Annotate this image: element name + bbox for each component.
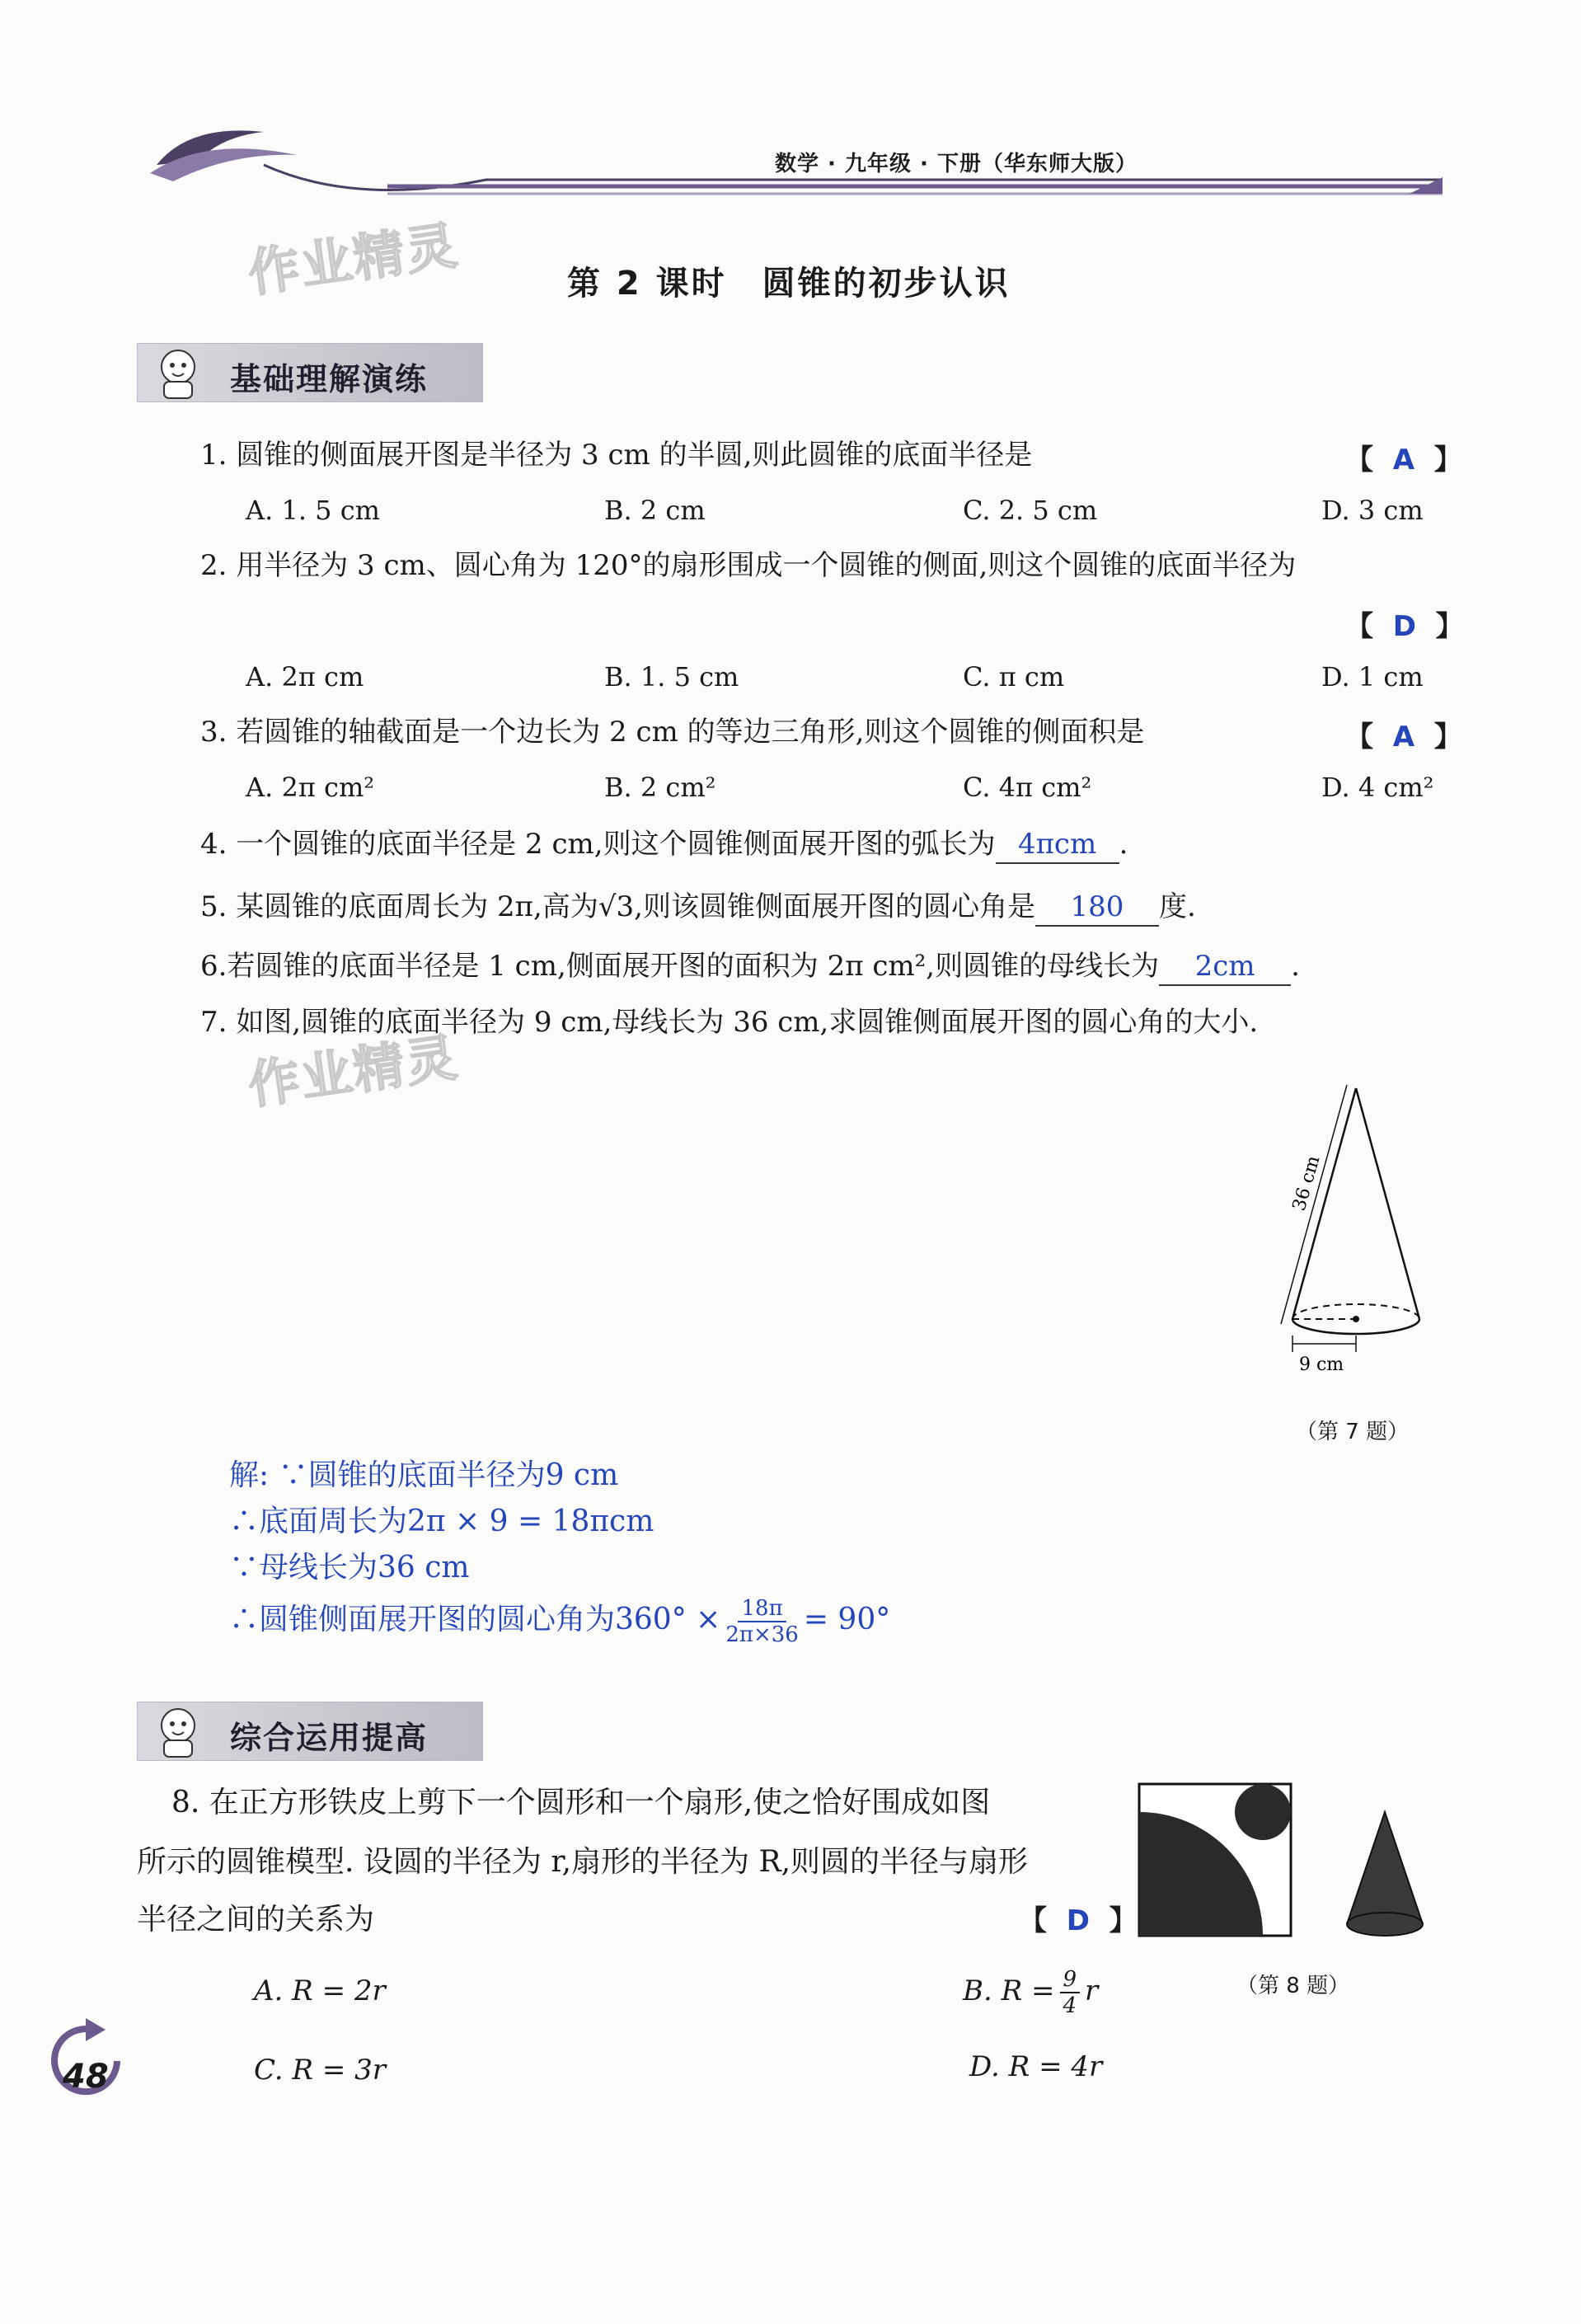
question-4 <box>200 826 1128 864</box>
section-banner-advanced <box>137 1702 483 1761</box>
question-4-text: 4. 一个圆锥的底面半径是 2 cm,则这个圆锥侧面展开图的弧长为 <box>200 828 996 861</box>
cone-figure-q7 <box>1261 1072 1451 1401</box>
question-3-option-d: D. 4 cm² <box>1321 772 1434 803</box>
question-5-text: 5. 某圆锥的底面周长为 2π,高为√3,则该圆锥侧面展开图的圆心角是 <box>200 890 1035 923</box>
question-6-answer: 2cm <box>1159 948 1291 986</box>
question-2-option-b: B. 1. 5 cm <box>604 661 739 693</box>
question-5-end: 度. <box>1158 890 1196 923</box>
question-8-option-c: C. R = 3r <box>254 2054 387 2087</box>
option-b-variable: r <box>1085 1974 1099 2007</box>
watermark: 作业精灵 <box>244 1026 462 1116</box>
question-1-option-b: B. 2 cm <box>604 495 706 526</box>
question-2-answer: D <box>1392 610 1416 643</box>
solution-line-1: 解: ∵圆锥的底面半径为9 cm <box>229 1458 619 1492</box>
question-1-option-a: A. 1. 5 cm <box>246 495 380 526</box>
question-2-option-a: A. 2π cm <box>246 661 364 693</box>
question-4-answer: 4πcm <box>996 826 1119 864</box>
question-8-line-3: 半径之间的关系为 <box>137 1903 375 1937</box>
question-8-line-2: 所示的圆锥模型. 设圆的半径为 r,扇形的半径为 R,则圆的半径与扇形 <box>137 1845 1029 1879</box>
section-banner-basic <box>137 343 483 402</box>
question-7-text: 7. 如图,圆锥的底面半径为 9 cm,母线长为 36 cm,求圆锥侧面展开图的圆心角的大小. <box>200 1006 1259 1039</box>
question-6-end: . <box>1291 950 1300 983</box>
question-1-text: 1. 圆锥的侧面展开图是半径为 3 cm 的半圆,则此圆锥的底面半径是 <box>200 439 1033 472</box>
question-5 <box>200 889 1196 927</box>
question-2-text: 2. 用半径为 3 cm、圆心角为 120°的扇形围成一个圆锥的侧面,则这个圆锥的底面半径为 <box>200 549 1297 582</box>
option-b-fraction <box>1060 1967 1081 2018</box>
question-3-option-c: C. 4π cm² <box>963 772 1092 803</box>
question-8-answer-bracket: 【 D 】 <box>1019 1904 1138 1937</box>
question-8-option-a: A. R = 2r <box>254 1974 386 2007</box>
question-8-answer: D <box>1066 1904 1090 1937</box>
question-2-option-c: C. π cm <box>963 661 1065 693</box>
watermark: 作业精灵 <box>244 214 462 304</box>
solution-line-4-result: = 90° <box>803 1603 891 1636</box>
question-6 <box>200 948 1300 986</box>
question-3-text: 3. 若圆锥的轴截面是一个边长为 2 cm 的等边三角形,则这个圆锥的侧面积是 <box>200 716 1145 749</box>
question-5-answer: 180 <box>1035 889 1159 927</box>
cone-slant-label: 36 cm <box>1288 1153 1325 1214</box>
mascot-icon <box>141 1704 215 1758</box>
question-3-answer-bracket: 【 A 】 <box>1345 721 1462 754</box>
solution-line-4 <box>229 1596 890 1647</box>
option-b-numerator: 9 <box>1060 1967 1081 1993</box>
question-1-option-d: D. 3 cm <box>1321 495 1424 526</box>
page-number: 48 <box>63 2058 109 2096</box>
question-4-end: . <box>1119 828 1128 861</box>
fraction-denominator: 2π×36 <box>725 1622 799 1647</box>
option-b-denominator: 4 <box>1063 1993 1077 2018</box>
figure-8-caption: （第 8 题） <box>1236 1974 1350 1998</box>
question-8-option-d: D. R = 4r <box>969 2050 1103 2083</box>
lesson-title: 第 2 课时 圆锥的初步认识 <box>567 265 1011 303</box>
solution-line-2: ∴底面周长为2π × 9 = 18πcm <box>229 1505 654 1538</box>
solution-fraction <box>725 1596 799 1647</box>
solution-line-3: ∵母线长为36 cm <box>229 1551 470 1585</box>
question-1-option-c: C. 2. 5 cm <box>963 495 1098 526</box>
figure-7-caption: （第 7 题） <box>1296 1420 1410 1444</box>
fraction-numerator: 18π <box>738 1596 786 1622</box>
question-8-line-1: 8. 在正方形铁皮上剪下一个圆形和一个扇形,使之恰好围成如图 <box>171 1786 991 1819</box>
question-3-answer: A <box>1392 721 1415 754</box>
mascot-icon <box>141 345 215 400</box>
solution-line-4-text: ∴圆锥侧面展开图的圆心角为360° × <box>229 1603 721 1636</box>
question-1-answer: A <box>1392 444 1415 477</box>
question-2-option-d: D. 1 cm <box>1321 661 1424 693</box>
header-subject: 数学 · 九年级 · 下册（华东师大版） <box>775 152 1138 176</box>
cone-radius-label: 9 cm <box>1299 1354 1344 1375</box>
question-8-option-b <box>963 1967 1098 2018</box>
question-1-answer-bracket: 【 A 】 <box>1345 444 1462 477</box>
square-sheet-figure-q8 <box>1138 1781 1434 1979</box>
question-3-option-b: B. 2 cm² <box>604 772 716 803</box>
section-title-advanced: 综合运用提高 <box>230 1720 429 1756</box>
section-title-basic: 基础理解演练 <box>230 361 429 397</box>
question-3-option-a: A. 2π cm² <box>246 772 375 803</box>
option-b-text: B. R = <box>963 1974 1055 2007</box>
question-6-text: 6.若圆锥的底面半径是 1 cm,侧面展开图的面积为 2π cm²,则圆锥的母线长为 <box>200 950 1160 983</box>
question-2-answer-bracket: 【 D 】 <box>1345 610 1464 643</box>
